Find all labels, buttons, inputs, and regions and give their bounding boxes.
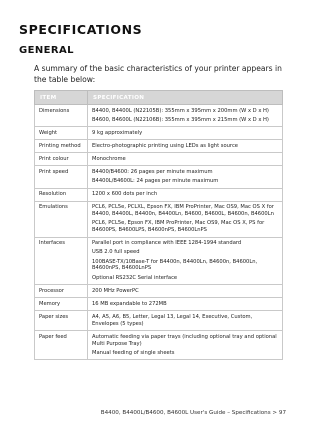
item-cell: Print speed [35,166,88,188]
section-heading: GENERAL [19,45,74,56]
specification-cell [88,153,283,166]
specification-line: B4400, B4400L (N22105B): 355mm x 395mm x 200mm (W x D x H) [92,107,269,114]
specification-line: USB 2.0 full speed [92,249,140,256]
specification-line: 200 MHz PowerPC [92,287,139,294]
page-footer: B4400, B4400L/B4600, B4600L User's Guide – Specifications > 97 [100,410,286,416]
page-title: SPECIFICATIONS [19,22,143,37]
item-cell: Printing method [35,140,88,153]
item-cell: Processor [35,285,88,298]
intro-text: A summary of the basic characteristics of your printer appears in the table below: [34,64,282,84]
specification-line: Manual feeding of single sheets [92,349,175,356]
specification-line: B4400L/B4600L: 24 pages per minute maximum [92,178,219,185]
table-body [35,105,283,360]
column-header-item: ITEM [35,91,88,105]
table-row [35,237,283,284]
item-cell: Print colour [35,153,88,166]
table-row [35,127,283,140]
specification-cell [88,331,283,360]
item-cell: Paper sizes [35,311,88,331]
specification-line: B4400/B4600: 26 pages per minute maximum [92,169,213,176]
table-row [35,285,283,298]
item-cell: Emulations [35,201,88,237]
table-row [35,140,283,153]
specification-line: PCL6, PCL5e, Epson FX, IBM ProPrinter, Mac OS9, Mac OS X, PS for B4600PS, B4600LPS, B4600nPS, B4600LnPS [92,220,265,234]
specification-line: PCL6, PCL5e, PCLXL, Epson FX, IBM ProPrinter, Mac OS9, Mac OS X for B4400, B4400L, B4400n, B4400Ln, B4600, B4600L, B4600n, B4600Ln [92,204,274,218]
item-cell: Weight [35,127,88,140]
specification-line: Automatic feeding via paper trays (including optional tray and optional Multi Purpose Tray) [92,333,277,347]
specifications-table [34,90,283,360]
table-row [35,331,283,360]
table-row [35,298,283,311]
specification-cell [88,188,283,201]
specification-line: Parallel port in compliance with IEEE 1284-1994 standard [92,240,242,247]
specification-line: B4600, B4600L (N22106B): 355mm x 395mm x 215mm (W x D x H) [92,116,269,123]
specification-cell [88,311,283,331]
specification-cell [88,237,283,284]
specification-line: 16 MB expandable to 272MB [92,300,167,307]
specification-cell [88,201,283,237]
specification-line: Electro-photographic printing using LEDs as light source [92,142,238,149]
specification-cell [88,127,283,140]
table-row [35,153,283,166]
table-row [35,188,283,201]
item-cell: Interfaces [35,237,88,284]
specification-line: 9 kg approximately [92,129,143,136]
specification-cell [88,140,283,153]
item-cell: Dimensions [35,105,88,127]
column-header-specification: SPECIFICATION [88,91,283,105]
table-row [35,166,283,188]
specification-line: 100BASE-TX/10Base-T for B4400n, B4400Ln, B4600n, B4600Ln, B4600nPS, B4600LnPS [92,258,258,272]
specification-cell [88,105,283,127]
table-row [35,105,283,127]
specification-line: A4, A5, A6, B5, Letter, Legal 13, Legal 14, Executive, Custom, Envelopes (5 types) [92,313,253,327]
specification-cell [88,166,283,188]
specification-line: Optional RS232C Serial interface [92,274,178,281]
item-cell: Memory [35,298,88,311]
specification-cell [88,285,283,298]
specification-cell [88,298,283,311]
item-cell: Paper feed [35,331,88,360]
table-row [35,311,283,331]
item-cell: Resolution [35,188,88,201]
specification-line: Monochrome [92,155,126,162]
specification-line: 1200 x 600 dots per inch [92,191,158,198]
table-header-row [35,91,283,105]
table-row [35,201,283,237]
